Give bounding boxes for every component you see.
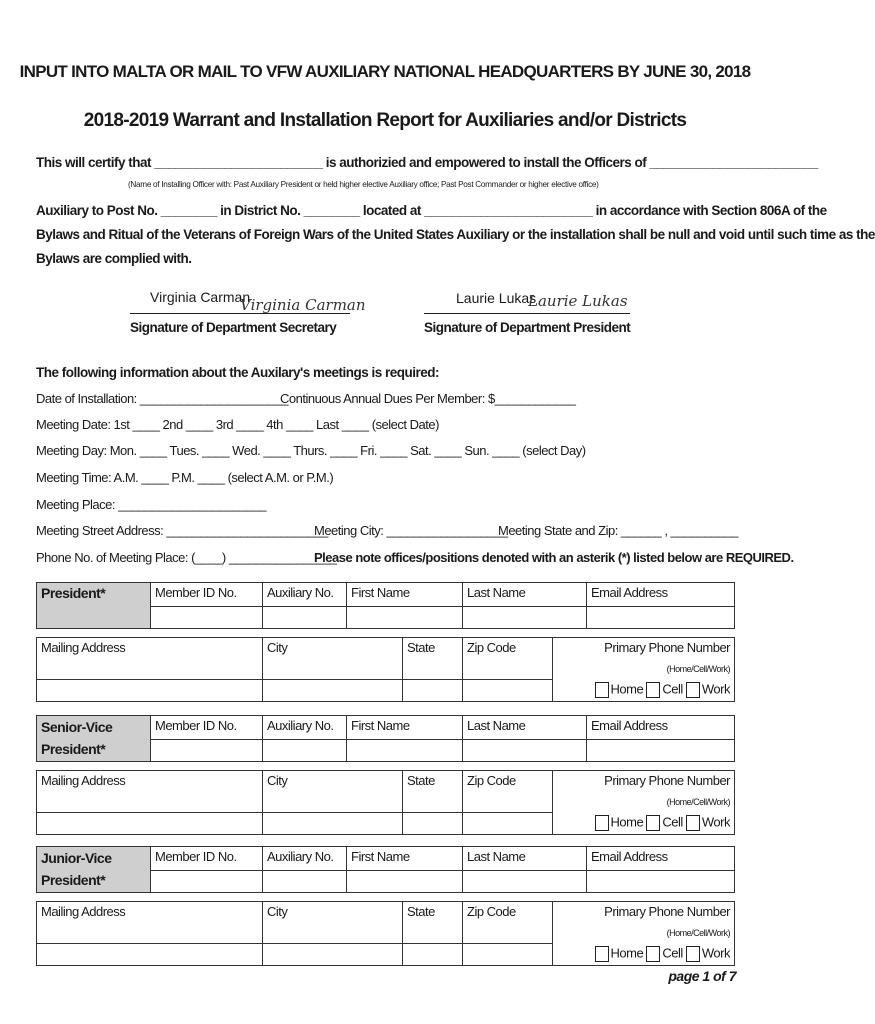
- first-name-label: First Name: [347, 847, 463, 871]
- last-name-field[interactable]: [463, 607, 587, 629]
- home-checkbox[interactable]: [595, 815, 609, 831]
- meeting-place[interactable]: Meeting Place: ______________________: [36, 497, 267, 512]
- home-checkbox[interactable]: [595, 946, 609, 962]
- mailing-address-field[interactable]: [37, 943, 263, 965]
- officer-title: Senior-Vice President*: [37, 716, 151, 762]
- mailing-address-label: Mailing Address: [37, 771, 263, 813]
- work-checkbox[interactable]: [686, 946, 700, 962]
- last-name-label: Last Name: [463, 716, 587, 740]
- bylaws-line: Bylaws and Ritual of the Veterans of Foreign Wars of the United States Auxiliary or the installation shall be null and void until such time as the: [36, 227, 875, 242]
- cell-label: Cell: [662, 681, 683, 697]
- junior-vice-address-header-row: [37, 902, 735, 944]
- senior-vice-address-input-row[interactable]: [37, 812, 735, 834]
- zip-label: Zip Code: [463, 902, 553, 944]
- city-field[interactable]: [263, 812, 403, 834]
- email-field[interactable]: [587, 740, 735, 762]
- mailing-address-label: Mailing Address: [37, 902, 263, 944]
- member-id-field[interactable]: [151, 871, 263, 893]
- last-name-field[interactable]: [463, 871, 587, 893]
- senior-vice-address-header-row: [37, 771, 735, 813]
- city-label: City: [263, 638, 403, 680]
- city-field[interactable]: [263, 679, 403, 701]
- submission-instruction: INPUT INTO MALTA OR MAIL TO VFW AUXILIARY NATIONAL HEADQUARTERS BY JUNE 30, 2018: [19, 62, 751, 81]
- president-address-header-row: [37, 638, 735, 680]
- meeting-city[interactable]: Meeting City: __________________: [314, 523, 508, 538]
- required-note: Please note offices/positions denoted with an asterik (*) listed below are REQUIRED.: [314, 550, 794, 565]
- phone-label: Primary Phone Number (Home/Cell/Work): [553, 771, 735, 813]
- state-label: State: [403, 902, 463, 944]
- meeting-state-zip[interactable]: Meeting State and Zip: ______ , __________: [498, 523, 738, 538]
- city-field[interactable]: [263, 943, 403, 965]
- auxiliary-line: Auxiliary to Post No. ________ in District No. ________ located at ________________________ in accordance with Section 806A of the: [36, 203, 827, 218]
- zip-field[interactable]: [463, 812, 553, 834]
- state-label: State: [403, 638, 463, 680]
- first-name-field[interactable]: [347, 871, 463, 893]
- secretary-signature-label: Signature of Department Secretary: [130, 320, 337, 335]
- member-id-field[interactable]: [151, 607, 263, 629]
- first-name-label: First Name: [347, 583, 463, 607]
- cell-checkbox[interactable]: [646, 946, 660, 962]
- phone-type-options: [553, 679, 735, 701]
- officers-table: [36, 582, 735, 702]
- state-field[interactable]: [403, 679, 463, 701]
- mailing-address-label: Mailing Address: [37, 638, 263, 680]
- email-field[interactable]: [587, 871, 735, 893]
- work-label: Work: [701, 814, 730, 830]
- form-title: 2018-2019 Warrant and Installation Report for Auxiliaries and/or Districts: [83, 110, 687, 131]
- work-checkbox[interactable]: [686, 815, 700, 831]
- installing-officer-note: (Name of Installing Officer with: Past Auxiliary President or held higher elective Auxiliary office; Past Post Commander or higher elective office): [128, 180, 599, 189]
- meetings-intro: The following information about the Auxilary's meetings is required:: [36, 365, 440, 380]
- cell-checkbox[interactable]: [646, 682, 660, 698]
- cell-label: Cell: [662, 814, 683, 830]
- meeting-phone[interactable]: Phone No. of Meeting Place: (____) ________________: [36, 550, 337, 565]
- last-name-field[interactable]: [463, 740, 587, 762]
- senior-vice-table: [36, 715, 735, 835]
- last-name-label: Last Name: [463, 583, 587, 607]
- officer-title: Junior-Vice President*: [37, 847, 151, 893]
- auxiliary-no-field[interactable]: [263, 607, 347, 629]
- meeting-time[interactable]: Meeting Time: A.M. ____ P.M. ____ (select A.M. or P.M.): [36, 470, 334, 485]
- member-id-field[interactable]: [151, 740, 263, 762]
- zip-label: Zip Code: [463, 771, 553, 813]
- senior-vice-header-row: [37, 716, 735, 740]
- page-number: page 1 of 7: [668, 968, 736, 984]
- home-label: Home: [610, 945, 644, 961]
- work-checkbox[interactable]: [686, 682, 700, 698]
- work-label: Work: [701, 681, 730, 697]
- state-field[interactable]: [403, 812, 463, 834]
- officer-title: President*: [37, 583, 151, 629]
- meeting-day[interactable]: Meeting Day: Mon. ____ Tues. ____ Wed. ____ Thurs. ____ Fri. ____ Sat. ____ Sun. ____ (select Day): [36, 443, 586, 458]
- mailing-address-field[interactable]: [37, 679, 263, 701]
- president-printed-name: Laurie Lukas: [456, 290, 537, 306]
- home-checkbox[interactable]: [595, 682, 609, 698]
- president-signature: Laurie Lukas: [528, 292, 628, 310]
- email-label: Email Address: [587, 583, 735, 607]
- work-label: Work: [701, 945, 730, 961]
- auxiliary-no-label: Auxiliary No.: [263, 583, 347, 607]
- phone-label: Primary Phone Number (Home/Cell/Work): [553, 902, 735, 944]
- phone-type-options: [553, 943, 735, 965]
- secretary-printed-name: Virginia Carman: [150, 289, 251, 305]
- phone-label: Primary Phone Number (Home/Cell/Work): [553, 638, 735, 680]
- auxiliary-no-field[interactable]: [263, 740, 347, 762]
- auxiliary-no-label: Auxiliary No.: [263, 716, 347, 740]
- president-signature-label: Signature of Department President: [424, 320, 631, 335]
- zip-label: Zip Code: [463, 638, 553, 680]
- meeting-street-address[interactable]: Meeting Street Address: ________________________: [36, 523, 328, 538]
- meeting-date[interactable]: Meeting Date: 1st ____ 2nd ____ 3rd ____ 4th ____ Last ____ (select Date): [36, 417, 439, 432]
- certify-line: This will certify that ________________________ is authorizied and empowered to install the Officers of ________________________: [36, 155, 818, 170]
- home-label: Home: [610, 681, 644, 697]
- mailing-address-field[interactable]: [37, 812, 263, 834]
- first-name-field[interactable]: [347, 740, 463, 762]
- president-header-row: [37, 583, 735, 607]
- email-label: Email Address: [587, 716, 735, 740]
- member-id-label: Member ID No.: [151, 847, 263, 871]
- first-name-label: First Name: [347, 716, 463, 740]
- president-address-input-row[interactable]: [37, 679, 735, 701]
- zip-field[interactable]: [463, 943, 553, 965]
- secretary-signature-line: [130, 313, 350, 314]
- president-signature-line: [424, 313, 630, 314]
- member-id-label: Member ID No.: [151, 583, 263, 607]
- annual-dues[interactable]: Continuous Annual Dues Per Member: $____________: [280, 391, 576, 406]
- city-label: City: [263, 771, 403, 813]
- date-of-installation[interactable]: Date of Installation: ______________________: [36, 391, 288, 406]
- phone-type-options: [553, 812, 735, 834]
- first-name-field[interactable]: [347, 607, 463, 629]
- cell-label: Cell: [662, 945, 683, 961]
- member-id-label: Member ID No.: [151, 716, 263, 740]
- last-name-label: Last Name: [463, 847, 587, 871]
- email-field[interactable]: [587, 607, 735, 629]
- junior-vice-table: [36, 846, 735, 966]
- cell-checkbox[interactable]: [646, 815, 660, 831]
- zip-field[interactable]: [463, 679, 553, 701]
- junior-vice-address-input-row[interactable]: [37, 943, 735, 965]
- city-label: City: [263, 902, 403, 944]
- bylaws-compliance-line: Bylaws are complied with.: [36, 251, 192, 266]
- auxiliary-no-field[interactable]: [263, 871, 347, 893]
- state-label: State: [403, 771, 463, 813]
- junior-vice-header-row: [37, 847, 735, 871]
- state-field[interactable]: [403, 943, 463, 965]
- auxiliary-no-label: Auxiliary No.: [263, 847, 347, 871]
- home-label: Home: [610, 814, 644, 830]
- email-label: Email Address: [587, 847, 735, 871]
- secretary-signature: Virginia Carman: [240, 296, 366, 314]
